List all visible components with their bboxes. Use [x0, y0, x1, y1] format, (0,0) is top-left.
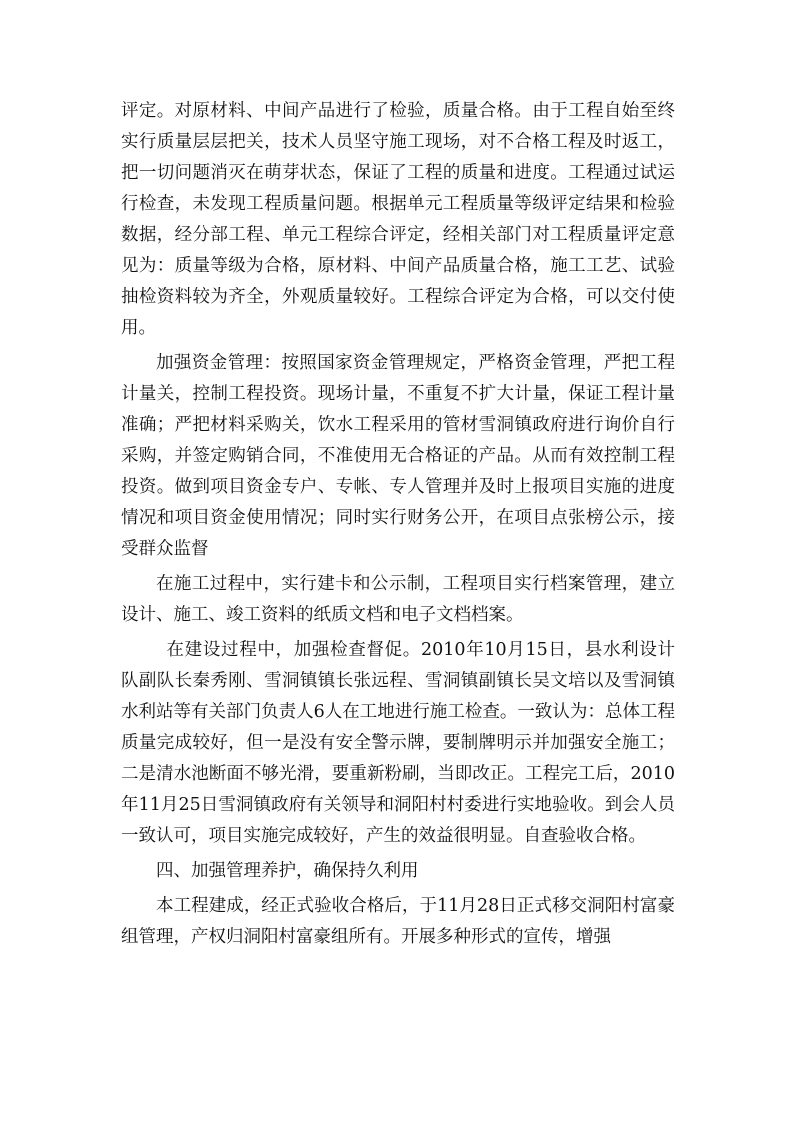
paragraph-handover: 本工程建成，经正式验收合格后，于11月28日正式移交洞阳村富豪组管理，产权归洞阳村富豪组所有。开展多种形式的宣传，增强 — [121, 896, 675, 947]
section-heading-maintenance: 四、加强管理养护，确保持久利用 — [156, 861, 419, 881]
paragraph-quality-evaluation: 评定。对原材料、中间产品进行了检验，质量合格。由于工程自始至终实行质量层层把关，技术人员坚守施工现场，对不合格工程及时返工，把一切问题消灭在萌芽状态，保证了工程的质量和进度。工程通过试运行检查，未发现工程质量问题。根据单元工程质量等级评定结果和检验数据，经分部工程、单元工程综合评定，经相关部门对工程质量评定意见为：质量等级为合格，原材料、中间产品质量合格，施工工艺、试验抽检资料较为齐全，外观质量较好。工程综合评定为合格，可以交付使用。 — [121, 101, 675, 338]
paragraph-archive-management: 在施工过程中，实行建卡和公示制，工程项目实行档案管理，建立设计、施工、竣工资料的纸质文档和电子文档档案。 — [121, 574, 675, 625]
document-body — [121, 96, 675, 953]
paragraph-fund-management: 加强资金管理：按照国家资金管理规定，严格资金管理，严把工程计量关，控制工程投资。现场计量，不重复不扩大计量，保证工程计量准确；严把材料采购关，饮水工程采用的管材雪洞镇政府进行询价自行采购，并签定购销合同，不准使用无合格证的产品。从而有效控制工程投资。做到项目资金专户、专帐、专人管理并及时上报项目实施的进度情况和项目资金使用情况；同时实行财务公开，在项目点张榜公示，接受群众监督 — [121, 353, 675, 559]
paragraph-inspection: 在建设过程中，加强检查督促。2010年10月15日，县水利设计队副队长秦秀刚、雪洞镇镇长张远程、雪洞镇副镇长吴文培以及雪洞镇水利站等有关部门负责人6人在工地进行施工检查。一致认为：总体工程质量完成较好，但一是没有安全警示牌，要制牌明示并加强安全施工；二是清水池断面不够光滑，要重新粉刷，当即改正。工程完工后，2010年11月25日雪洞镇政府有关领导和洞阳村村委进行实地验收。到会人员一致认可，项目实施完成较好，产生的效益很明显。自查验收合格。 — [121, 640, 675, 846]
